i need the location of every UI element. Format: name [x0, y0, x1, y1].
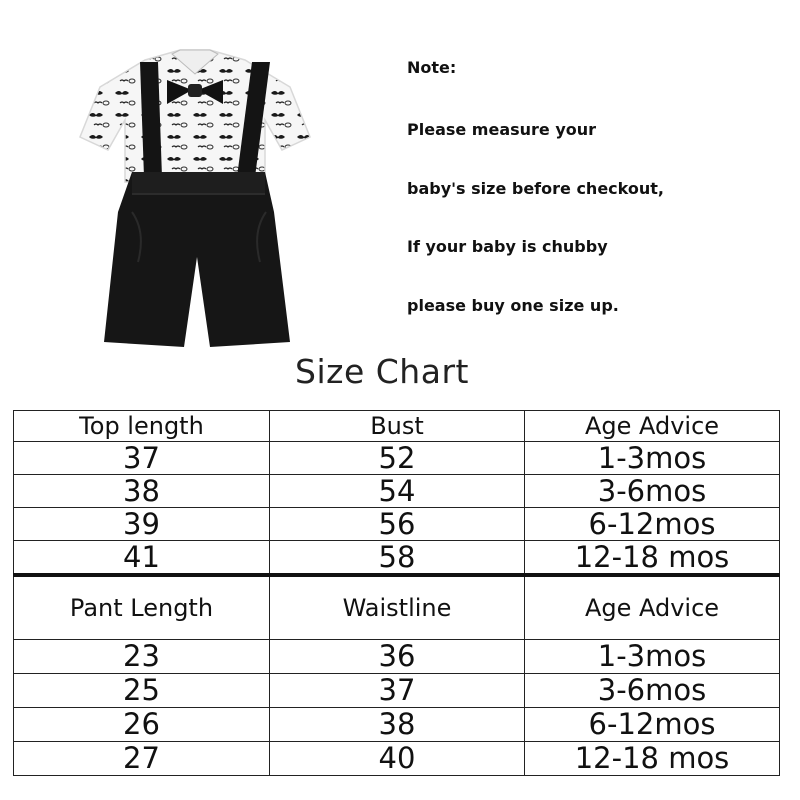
column-header: Bust	[270, 411, 525, 442]
note-line: Please measure your	[407, 120, 597, 139]
table-cell: 1-3mos	[525, 442, 780, 475]
table-header-row	[14, 575, 780, 640]
table-cell: 12-18 mos	[525, 541, 780, 576]
table-cell: 41	[14, 541, 270, 576]
baby-suspender-outfit-icon	[60, 42, 330, 357]
table-header-row	[14, 411, 780, 442]
table-cell: 39	[14, 508, 270, 541]
table-row	[14, 708, 780, 742]
table-cell: 12-18 mos	[525, 742, 780, 776]
column-header: Top length	[14, 411, 270, 442]
table-cell: 38	[14, 475, 270, 508]
size-chart-table	[13, 410, 780, 776]
table-cell: 27	[14, 742, 270, 776]
note-line: If your baby is chubby	[407, 237, 608, 256]
size-chart-title: Size Chart	[295, 352, 469, 391]
table-cell: 26	[14, 708, 270, 742]
table-cell: 1-3mos	[525, 640, 780, 674]
table-row	[14, 742, 780, 776]
table-cell: 3-6mos	[525, 674, 780, 708]
table-cell: 3-6mos	[525, 475, 780, 508]
table-cell: 40	[270, 742, 525, 776]
product-image	[60, 42, 330, 357]
table-cell: 52	[270, 442, 525, 475]
note-line: baby's size before checkout,	[407, 179, 664, 198]
table-cell: 36	[270, 640, 525, 674]
table-cell: 58	[270, 541, 525, 576]
table-row	[14, 541, 780, 576]
column-header: Age Advice	[525, 411, 780, 442]
column-header: Age Advice	[525, 575, 780, 640]
table-cell: 6-12mos	[525, 508, 780, 541]
table-cell: 56	[270, 508, 525, 541]
table-row	[14, 674, 780, 708]
column-header: Waistline	[270, 575, 525, 640]
note-line: please buy one size up.	[407, 296, 619, 315]
table-cell: 6-12mos	[525, 708, 780, 742]
table-row	[14, 442, 780, 475]
table-cell: 25	[14, 674, 270, 708]
table-row	[14, 640, 780, 674]
table-row	[14, 508, 780, 541]
table-cell: 23	[14, 640, 270, 674]
note-heading: Note:	[407, 58, 457, 77]
table-cell: 38	[270, 708, 525, 742]
table-cell: 37	[14, 442, 270, 475]
table-cell: 54	[270, 475, 525, 508]
column-header: Pant Length	[14, 575, 270, 640]
table-row	[14, 475, 780, 508]
table-cell: 37	[270, 674, 525, 708]
